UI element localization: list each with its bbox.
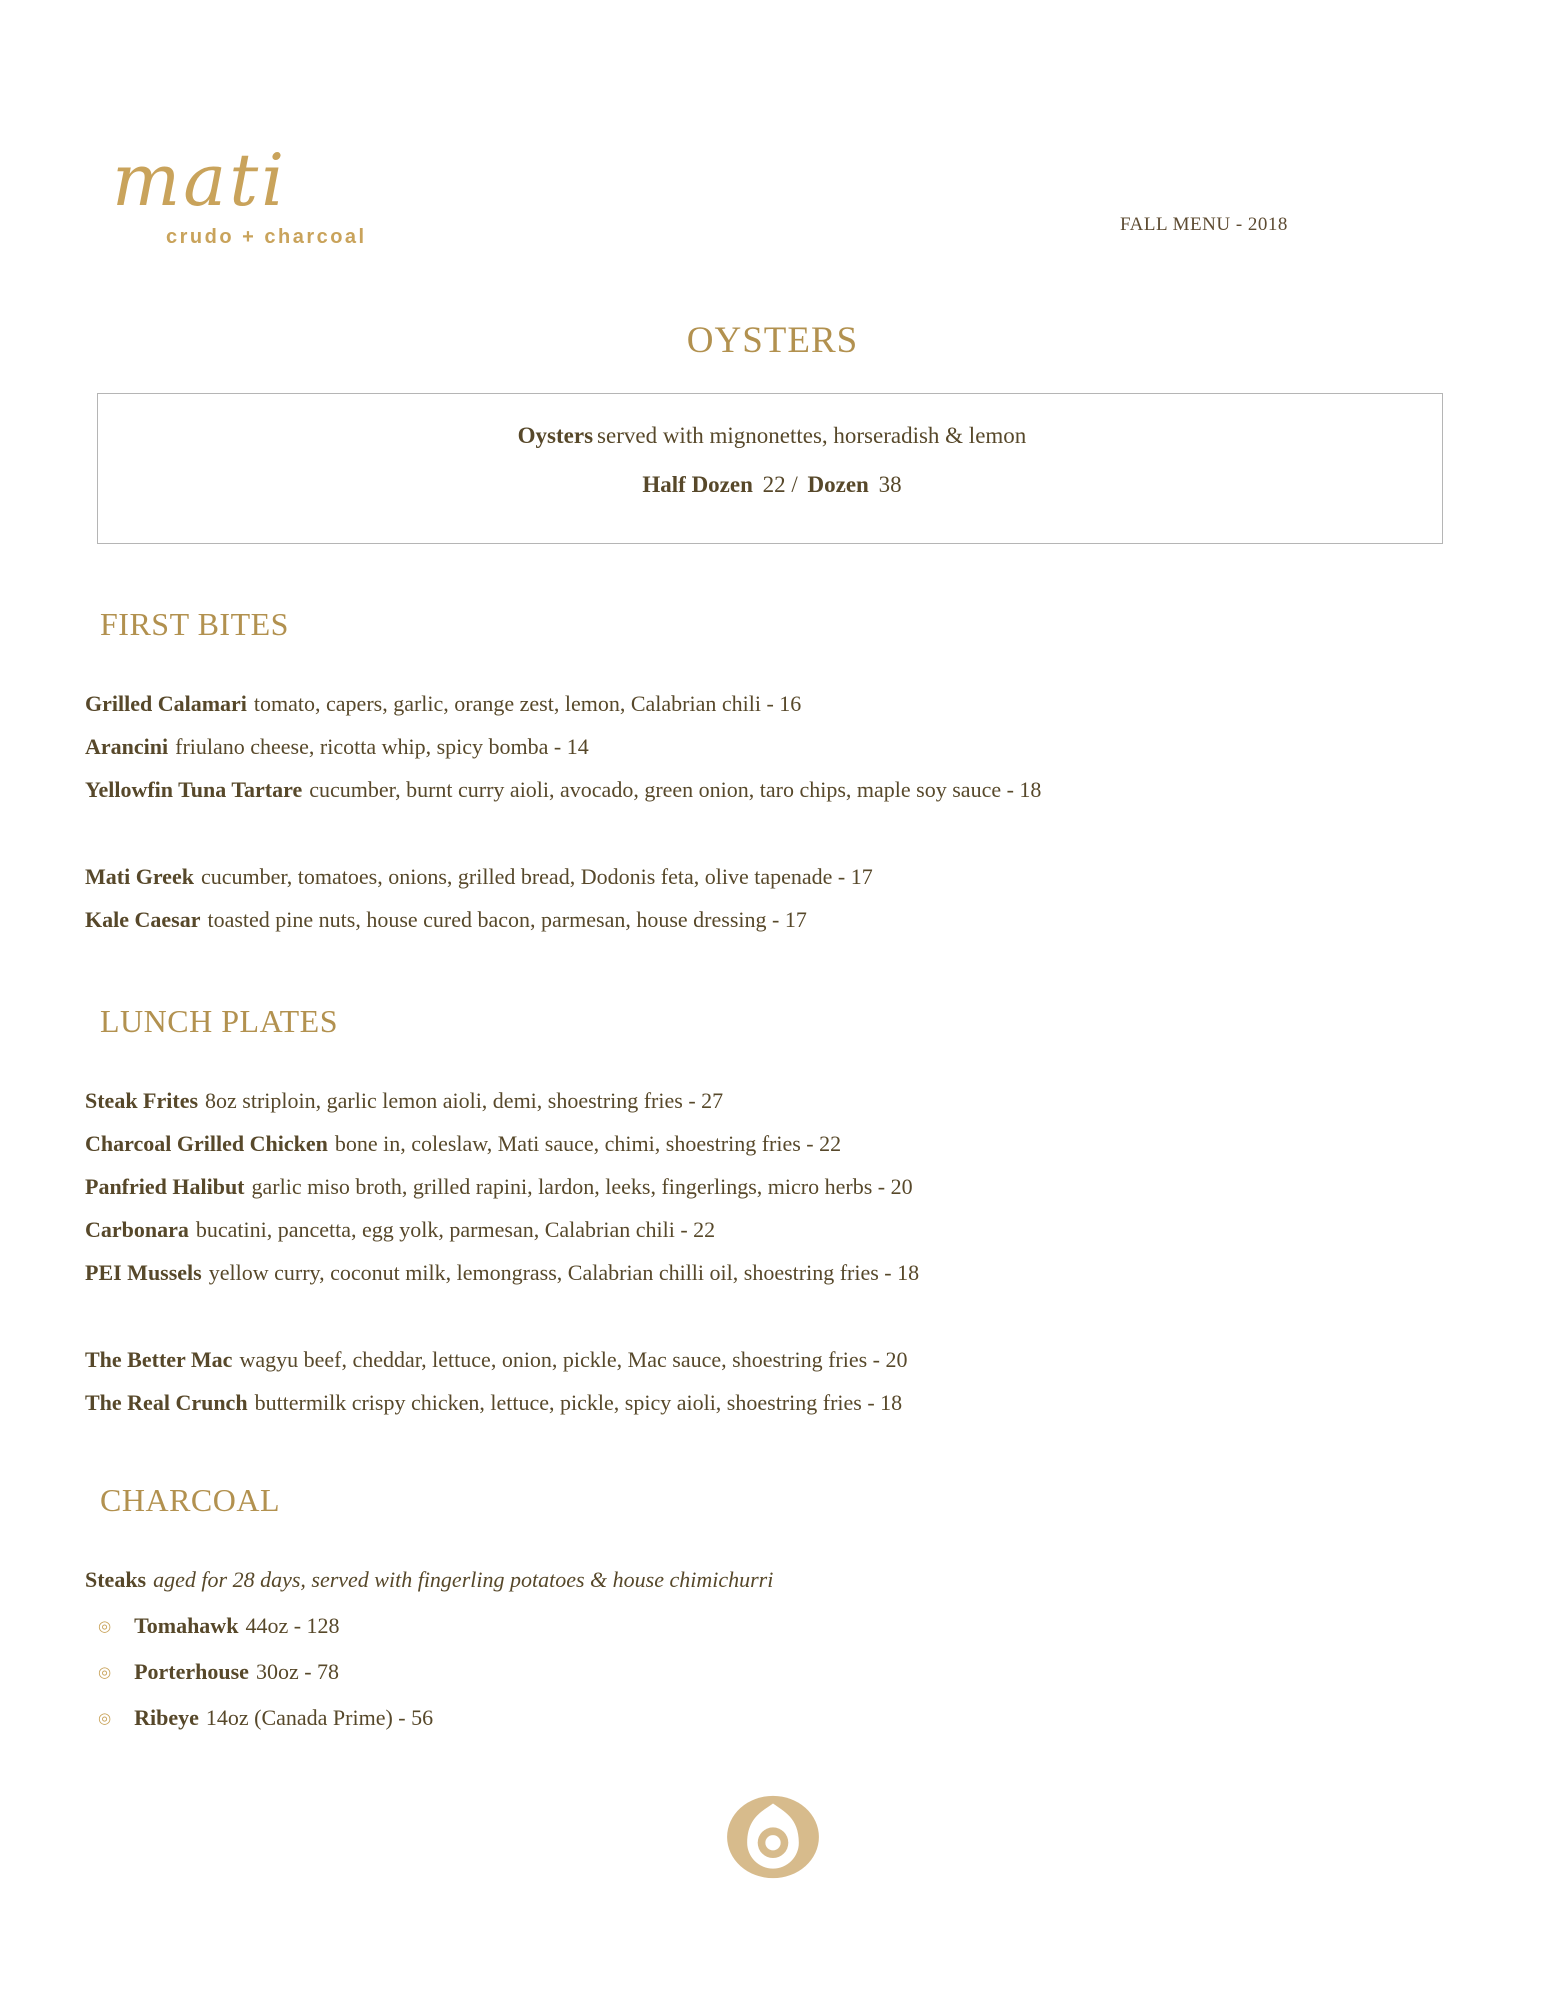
bullseye-bullet-icon [98,1663,111,1681]
dozen-price: 38 [878,472,902,497]
half-dozen-price: 22 [762,472,786,497]
fall-menu-label: FALL MENU - 2018 [1120,214,1288,235]
lunch-plates-heading: LUNCH PLATES [100,1003,339,1039]
oysters-description-line [98,421,1442,451]
menu-item: Charcoal Grilled Chicken bone in, coleslaw, Mati sauce, chimi, shoestring fries - 22 [85,1131,842,1156]
steak-option: ◎ Porterhouse 30oz - 78 [85,1649,1545,1695]
menu-item: Yellowfin Tuna Tartare cucumber, burnt curry aioli, avocado, green onion, taro chips, maple soy sauce - 18 [85,777,1042,802]
brand-header [0,0,1545,249]
bullseye-bullet-icon [98,1617,111,1635]
section-lunch-plates [85,1001,1545,1424]
menu-item: The Better Mac wagyu beef, cheddar, lettuce, onion, pickle, Mac sauce, shoestring fries - 20 [85,1347,908,1372]
first-bites-group-2 [85,855,1545,941]
steak-option: ◎ Ribeye 14oz (Canada Prime) - 56 [85,1695,1545,1741]
steak-option: ◎ Tomahawk 44oz - 128 [85,1603,1545,1649]
lunch-plates-group-1 [85,1079,1545,1294]
menu-item: Panfried Halibut garlic miso broth, grilled rapini, lardon, leeks, fingerlings, micro herbs - 20 [85,1174,913,1199]
menu-item: Grilled Calamari tomato, capers, garlic, orange zest, lemon, Calabrian chili - 16 [85,691,802,716]
bullseye-bullet-icon [98,1709,111,1727]
oysters-section-heading: OYSTERS [686,320,859,361]
oysters-info-box [97,393,1443,544]
section-charcoal [85,1480,1545,1741]
menu-item: The Real Crunch buttermilk crispy chicken, lettuce, pickle, spicy aioli, shoestring fries - 18 [85,1390,903,1415]
lunch-plates-group-2 [85,1338,1545,1424]
steak-options-list [85,1603,1545,1741]
charcoal-heading: CHARCOAL [100,1482,281,1518]
menu-item: Kale Caesar toasted pine nuts, house cured bacon, parmesan, house dressing - 17 [85,907,807,932]
menu-item: Steak Frites 8oz striploin, garlic lemon aioli, demi, shoestring fries - 27 [85,1088,724,1113]
section-first-bites [85,604,1545,941]
menu-item: Carbonara bucatini, pancetta, egg yolk, parmesan, Calabrian chili - 22 [85,1217,716,1242]
first-bites-heading: FIRST BITES [100,606,289,642]
dozen-label: Dozen [807,472,869,497]
menu-item: PEI Mussels yellow curry, coconut milk, lemongrass, Calabrian chilli oil, shoestring fries - 18 [85,1260,920,1285]
steaks-label: Steaks [85,1567,147,1592]
menu-item: Mati Greek cucumber, tomatoes, onions, grilled bread, Dodonis feta, olive tapenade - 17 [85,864,873,889]
steaks-intro [85,1558,1545,1601]
menu-item: Arancini friulano cheese, ricotta whip, spicy bomba - 14 [85,734,589,759]
steaks-description: aged for 28 days, served with fingerling potatoes & house chimichurri [153,1567,774,1592]
mati-logo: mati [112,138,288,222]
first-bites-group-1 [85,682,1545,811]
mati-eye-icon [725,1793,821,1881]
brand-tagline: crudo + charcoal [166,226,367,248]
half-dozen-label: Half Dozen [642,472,753,497]
oysters-description: served with mignonettes, horseradish & lemon [597,423,1027,448]
price-separator: / [791,472,798,497]
oysters-label: Oysters [517,423,594,448]
oysters-price-line [98,470,1442,500]
